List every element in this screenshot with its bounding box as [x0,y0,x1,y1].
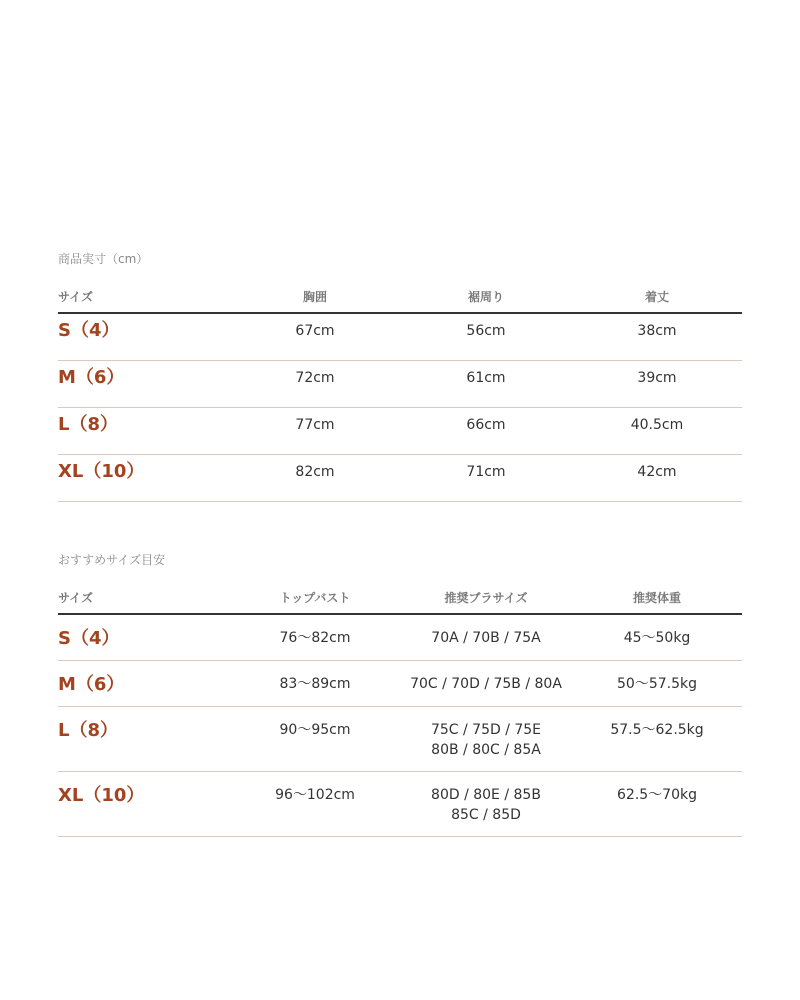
chest-value: 72cm [295,370,335,386]
bra-size-line: 75C / 75D / 75E [430,722,542,738]
header-hem: 裾周り [467,289,504,304]
bra-size-value [400,707,572,760]
table-row [58,661,742,707]
table-header [58,581,742,615]
size-label: M（6） [58,367,125,388]
header-top-bust: トップバスト [279,590,351,605]
actual-size-table [58,250,742,502]
header-chest: 胸囲 [302,289,327,304]
size-label: S（4） [58,628,120,649]
table-row [58,408,742,455]
table-caption: おすすめサイズ目安 [58,553,166,567]
length-value: 38cm [637,323,677,339]
bra-size-line: 80D / 80E / 85B [431,787,541,803]
header-size: サイズ [58,590,94,605]
length-value: 40.5cm [630,417,684,433]
length-value: 39cm [637,370,677,386]
table-row [58,314,742,361]
table-row [58,615,742,661]
weight-value: 57.5〜62.5kg [610,722,704,738]
table-caption: 商品実寸（cm） [58,252,149,266]
top-bust-value: 96〜102cm [275,787,355,803]
table-row [58,455,742,502]
bra-size-value [400,661,572,694]
bra-size-value [400,615,572,648]
chest-value: 77cm [295,417,335,433]
size-label: L（8） [58,720,118,741]
weight-value: 50〜57.5kg [617,676,697,692]
table-row [58,772,742,837]
weight-value: 45〜50kg [623,630,691,646]
bra-size-line: 70A / 70B / 75A [431,630,541,646]
top-bust-value: 90〜95cm [279,722,351,738]
size-label: XL（10） [58,785,145,806]
hem-value: 56cm [466,323,506,339]
hem-value: 71cm [466,464,506,480]
bra-size-line: 85C / 85D [451,807,521,823]
hem-value: 61cm [466,370,506,386]
bra-size-value [400,772,572,825]
size-label: M（6） [58,674,125,695]
recommended-size-table [58,551,742,837]
table-header [58,280,742,314]
chest-value: 82cm [295,464,335,480]
size-label: XL（10） [58,461,145,482]
header-size: サイズ [58,289,94,304]
bra-size-line: 80B / 80C / 85A [431,742,541,758]
table-row [58,707,742,772]
weight-value: 62.5〜70kg [617,787,697,803]
header-bra-size: 推奨ブラサイズ [444,590,528,605]
size-label: L（8） [58,414,118,435]
bra-size-line: 70C / 70D / 75B / 80A [410,676,562,692]
header-length: 着丈 [644,289,669,304]
chest-value: 67cm [295,323,335,339]
hem-value: 66cm [466,417,506,433]
top-bust-value: 76〜82cm [279,630,351,646]
table-row [58,361,742,408]
length-value: 42cm [637,464,677,480]
size-label: S（4） [58,320,120,341]
top-bust-value: 83〜89cm [279,676,351,692]
header-weight: 推奨体重 [632,590,681,605]
